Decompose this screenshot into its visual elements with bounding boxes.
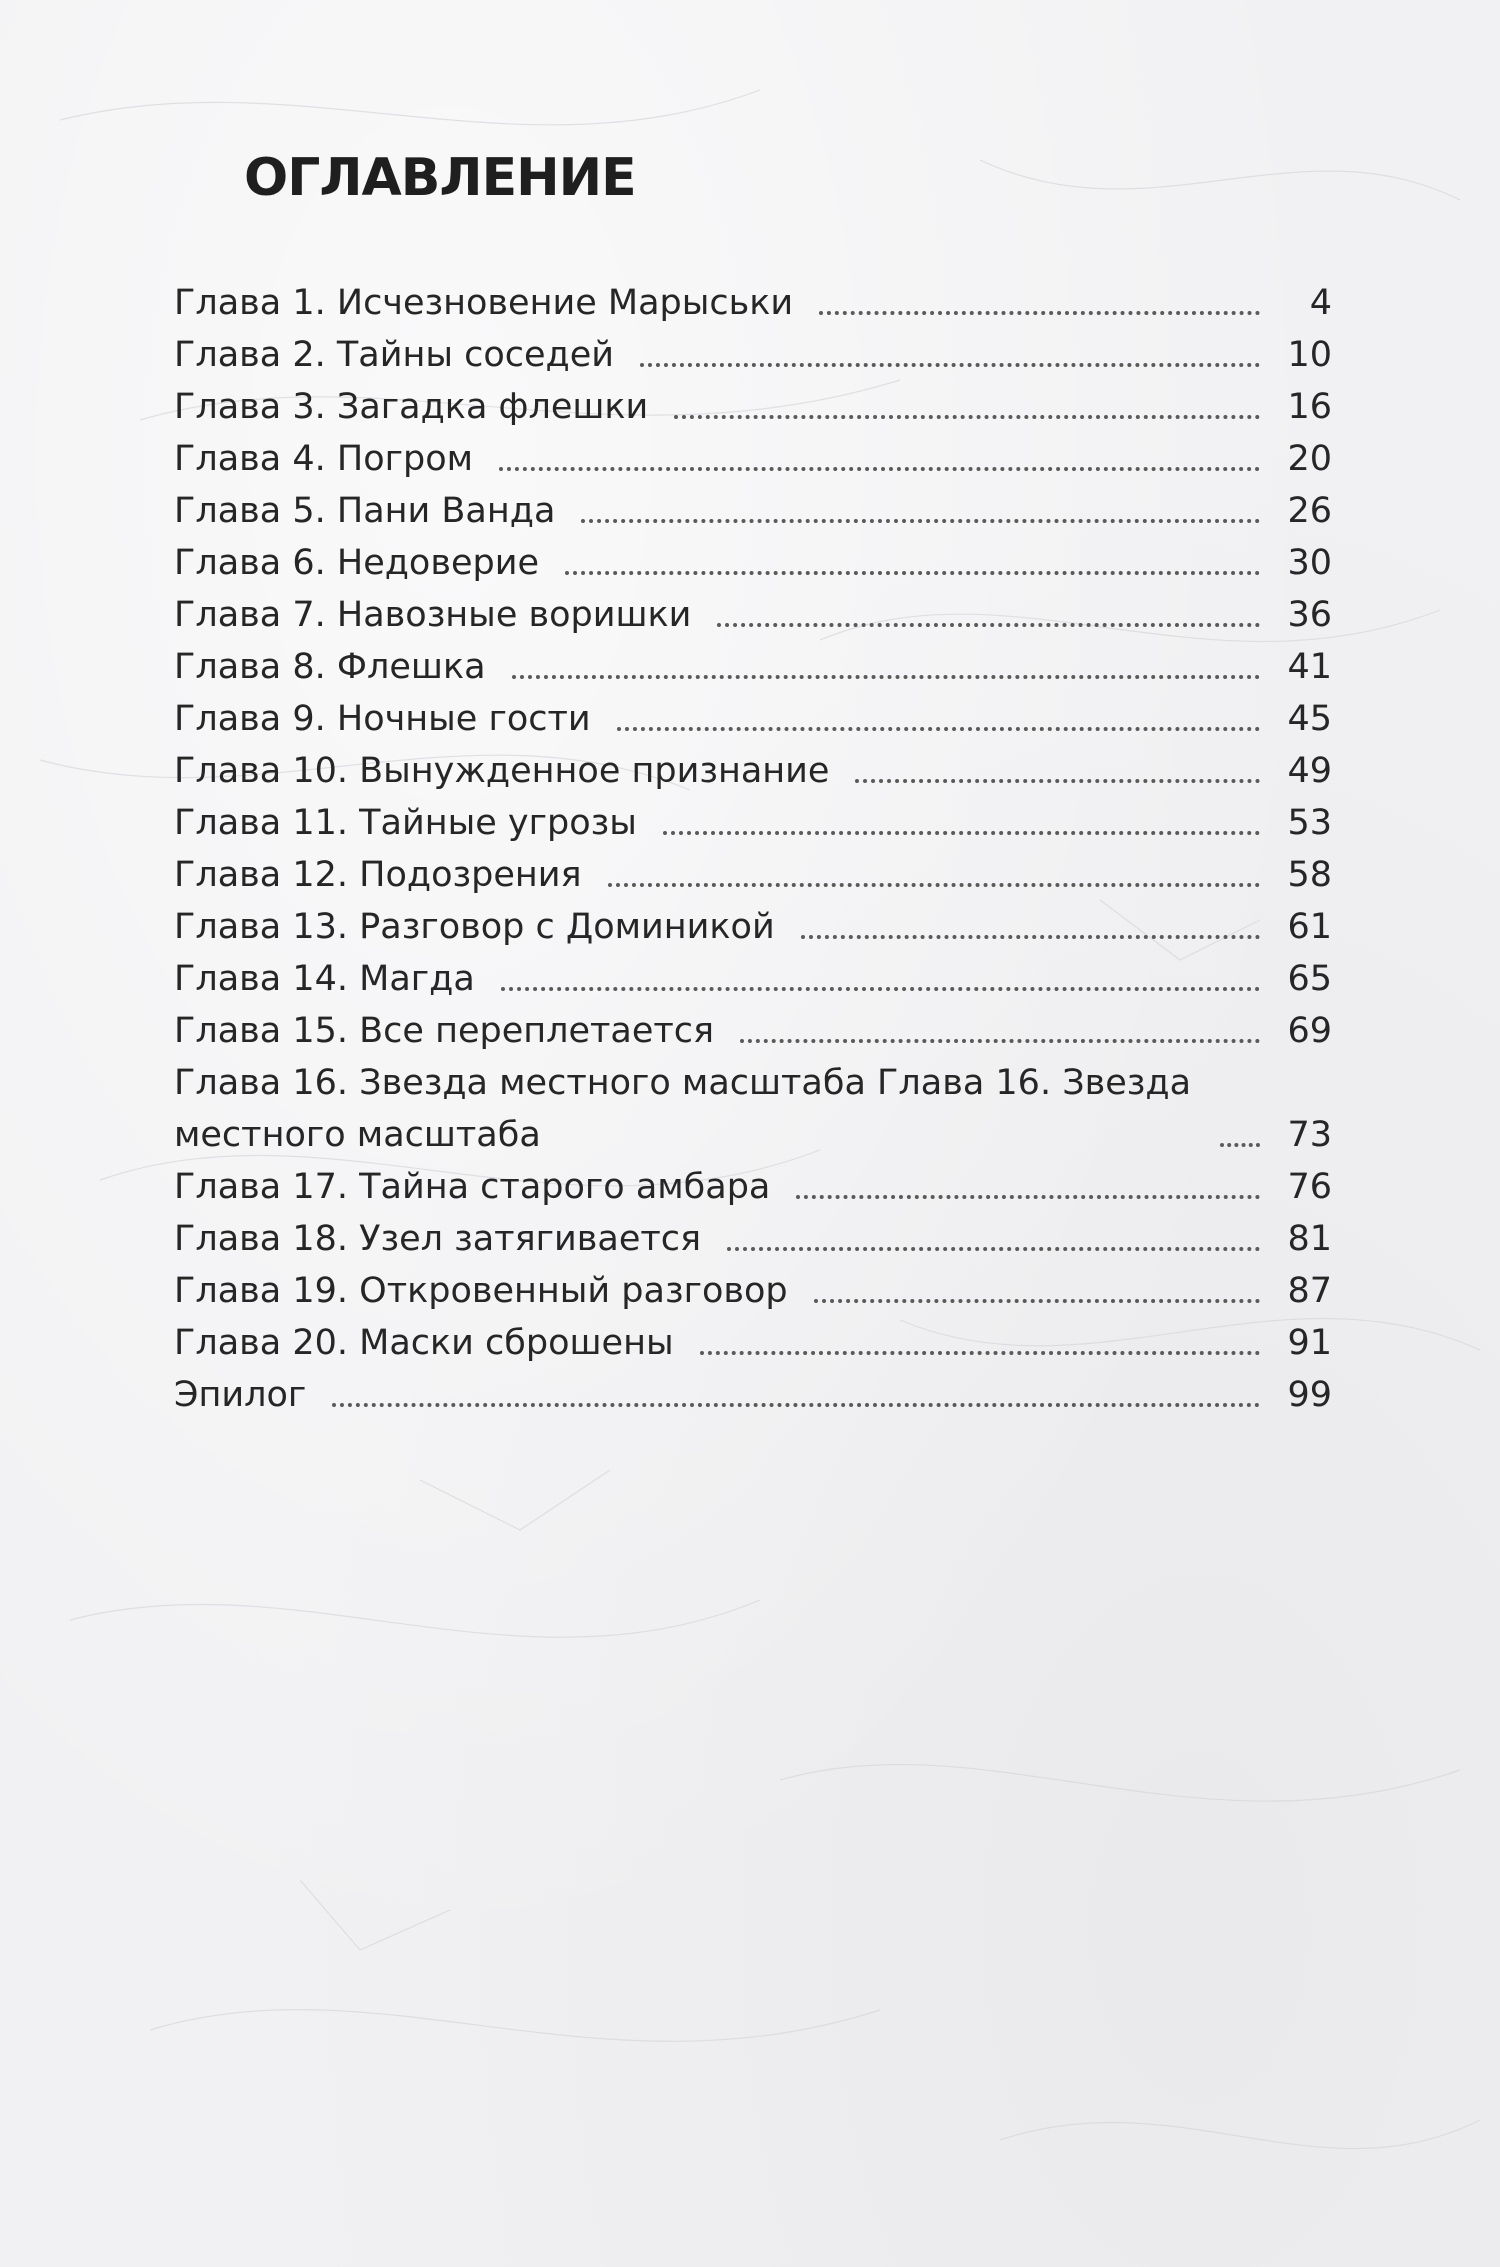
toc-entry-page: 65 — [1287, 959, 1332, 999]
toc-entry-label: Глава 3. Загадка флешки — [174, 387, 649, 427]
toc-entry-page: 76 — [1287, 1167, 1332, 1207]
dot-leader — [565, 571, 1260, 575]
toc-entry — [174, 1265, 1332, 1317]
toc-entry — [174, 277, 1332, 329]
toc-entry — [174, 953, 1332, 1005]
toc-entry-label: Глава 1. Исчезновение Марыськи — [174, 283, 794, 323]
toc-entry-page: 69 — [1287, 1011, 1332, 1051]
toc-entry — [174, 1161, 1332, 1213]
toc-entry — [174, 589, 1332, 641]
toc-entry-page: 26 — [1287, 491, 1332, 531]
toc-entry — [174, 433, 1332, 485]
toc-entry-label: Глава 7. Навозные воришки — [174, 595, 692, 635]
toc-entry-page: 73 — [1287, 1115, 1332, 1155]
toc-entry-page: 20 — [1287, 439, 1332, 479]
toc-entry — [174, 745, 1332, 797]
dot-leader — [332, 1403, 1260, 1407]
toc-entry — [174, 797, 1332, 849]
toc-entry-page: 91 — [1287, 1323, 1332, 1363]
toc-entry-page: 99 — [1287, 1375, 1332, 1415]
toc-entry-label: Глава 9. Ночные гости — [174, 699, 591, 739]
toc-entry-page: 10 — [1287, 335, 1332, 375]
toc-entry-page: 30 — [1287, 543, 1332, 583]
dot-leader — [700, 1351, 1260, 1355]
toc-entry — [174, 537, 1332, 589]
toc-entry-page: 49 — [1287, 751, 1332, 791]
toc-entry-label: Глава 11. Тайные угрозы — [174, 803, 637, 843]
toc-entry-label: Глава 16. Звезда местного масштаба Глава 16. Звезда местного масштаба — [174, 1063, 1192, 1155]
toc-entry-label: Глава 18. Узел затягивается — [174, 1219, 702, 1259]
toc-entry-label: Глава 2. Тайны соседей — [174, 335, 615, 375]
dot-leader — [819, 311, 1260, 315]
dot-leader — [674, 415, 1260, 419]
dot-leader — [663, 831, 1260, 835]
toc-entry — [174, 1317, 1332, 1369]
dot-leader — [617, 727, 1260, 731]
toc-entry — [174, 1369, 1332, 1421]
toc-entry-page: 61 — [1287, 907, 1332, 947]
toc-list — [174, 277, 1332, 1421]
toc-entry-label: Глава 17. Тайна старого амбара — [174, 1167, 771, 1207]
toc-entry-label: Глава 13. Разговор с Доминикой — [174, 907, 775, 947]
toc-entry-label: Глава 19. Откровенный разговор — [174, 1271, 788, 1311]
toc-entry — [174, 693, 1332, 745]
toc-entry-label: Глава 8. Флешка — [174, 647, 486, 687]
toc-entry-label: Глава 15. Все переплетается — [174, 1011, 715, 1051]
dot-leader — [512, 675, 1260, 679]
toc-entry-label: Глава 5. Пани Ванда — [174, 491, 556, 531]
toc-entry-page: 41 — [1287, 647, 1332, 687]
dot-leader — [1220, 1143, 1260, 1147]
toc-entry-page: 36 — [1287, 595, 1332, 635]
toc-entry-label: Глава 20. Маски сброшены — [174, 1323, 674, 1363]
dot-leader — [796, 1195, 1260, 1199]
dot-leader — [740, 1039, 1260, 1043]
dot-leader — [581, 519, 1260, 523]
dot-leader — [727, 1247, 1260, 1251]
toc-entry-label: Эпилог — [174, 1375, 307, 1415]
dot-leader — [717, 623, 1260, 627]
dot-leader — [501, 987, 1260, 991]
toc-entry-label: Глава 4. Погром — [174, 439, 474, 479]
dot-leader — [608, 883, 1260, 887]
toc-entry-page: 53 — [1287, 803, 1332, 843]
toc-entry-page: 16 — [1287, 387, 1332, 427]
toc-entry — [174, 329, 1332, 381]
toc-entry-page: 58 — [1287, 855, 1332, 895]
toc-entry-label: Глава 10. Вынужденное признание — [174, 751, 830, 791]
dot-leader — [814, 1299, 1260, 1303]
toc-entry — [174, 901, 1332, 953]
dot-leader — [499, 467, 1260, 471]
toc-entry — [174, 849, 1332, 901]
toc-entry — [174, 1005, 1332, 1057]
toc-entry-page: 87 — [1287, 1271, 1332, 1311]
toc-entry — [174, 485, 1332, 537]
toc-entry-label: Глава 6. Недоверие — [174, 543, 540, 583]
toc-entry-page: 81 — [1287, 1219, 1332, 1259]
toc-title: ОГЛАВЛЕНИЕ — [244, 148, 636, 208]
toc-entry-page: 45 — [1287, 699, 1332, 739]
dot-leader — [801, 935, 1260, 939]
toc-entry-label: Глава 14. Магда — [174, 959, 475, 999]
toc-entry-page: 4 — [1309, 283, 1332, 323]
toc-entry — [174, 1213, 1332, 1265]
toc-entry — [174, 381, 1332, 433]
toc-entry-label: Глава 12. Подозрения — [174, 855, 582, 895]
dot-leader — [855, 779, 1260, 783]
toc-entry — [174, 641, 1332, 693]
toc-entry — [174, 1057, 1332, 1161]
dot-leader — [640, 363, 1260, 367]
